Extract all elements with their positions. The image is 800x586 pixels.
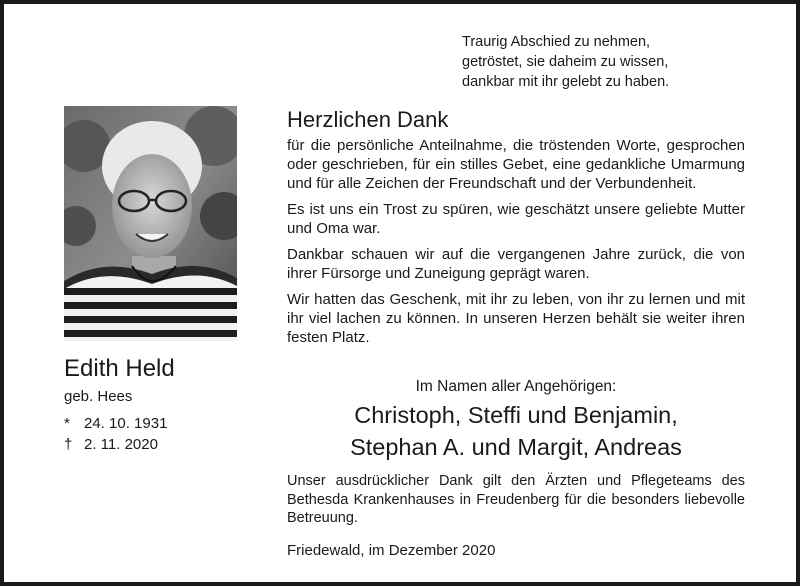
motto-line: Traurig Abschied zu nehmen, xyxy=(462,34,651,50)
family-names-line-1: Christoph, Steffi und Benjamin, xyxy=(354,402,678,428)
birth-date: 24. 10. 1931 xyxy=(84,415,168,432)
maiden-name: geb. Hees xyxy=(64,388,133,405)
special-thanks: Unser ausdrücklicher Dank gilt den Ärzten und Pflegeteams des Bethesda Krankenhauses in Freudenberg für die besonders liebevolle Betreuung. xyxy=(287,473,745,526)
signature-intro: Im Namen aller Angehörigen: xyxy=(415,378,617,395)
birth-star-icon: * xyxy=(64,415,70,432)
message-paragraph: Wir hatten das Geschenk, mit ihr zu leben, von ihr zu lernen und mit ihr viel lachen zu können. In unseren Herzen behält sie weiter ihren festen Platz. xyxy=(287,291,745,346)
portrait-photo xyxy=(64,106,237,341)
deceased-name: Edith Held xyxy=(64,355,175,382)
birth-date-line xyxy=(64,414,167,434)
family-signature xyxy=(287,376,745,462)
motto-verse xyxy=(462,32,782,92)
place-date: Friedewald, im Dezember 2020 xyxy=(287,542,496,559)
motto-line: getröstet, sie daheim zu wissen, xyxy=(462,54,669,70)
death-date: 2. 11. 2020 xyxy=(84,436,158,453)
death-date-line xyxy=(64,435,158,455)
family-names-line-2: Stephan A. und Margit, Andreas xyxy=(350,434,682,460)
message-paragraph: Es ist uns ein Trost zu spüren, wie geschätzt unsere geliebte Mutter und Oma war. xyxy=(287,201,745,237)
death-cross-icon: † xyxy=(64,436,73,453)
message-paragraph: für die persönliche Anteilnahme, die tröstenden Worte, gesprochen oder geschrieben, für ein stilles Gebet, eine gedankliche Umarmung und für alle Zeichen der Freundschaft und der Verbundenheit. xyxy=(287,137,745,192)
message-paragraph: Dankbar schauen wir auf die vergangenen Jahre zurück, die von ihrer Fürsorge und Zuneigung geprägt waren. xyxy=(287,246,745,282)
thanks-heading: Herzlichen Dank xyxy=(287,107,449,132)
thanks-message xyxy=(287,136,745,354)
motto-line: dankbar mit ihr gelebt zu haben. xyxy=(462,74,670,90)
